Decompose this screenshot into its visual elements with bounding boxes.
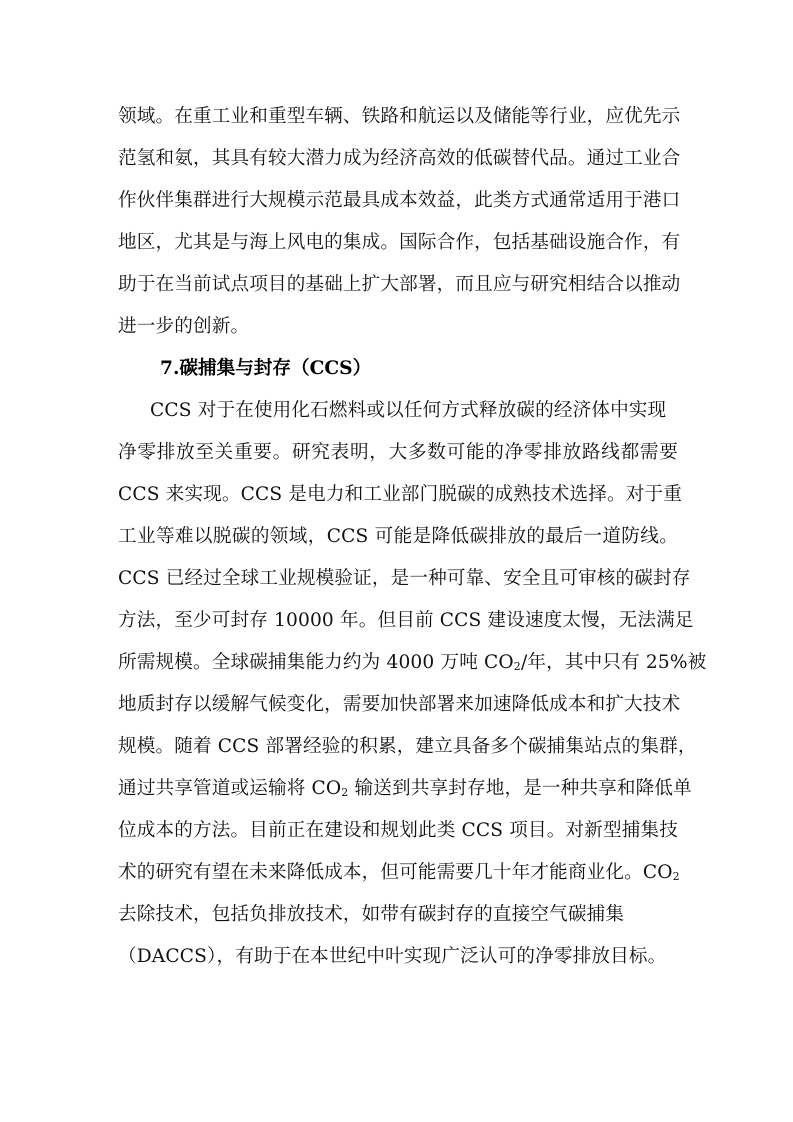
paragraph2-line-1: CCS 对于在使用化石燃料或以任何方式释放碳的经济体中实现 <box>150 400 667 421</box>
paragraph2-line-7 <box>118 651 707 675</box>
line12-text-a: 术的研究有望在未来降低成本，但可能需要几十年才能商业化。CO <box>118 862 673 883</box>
paragraph2-line-4: 工业等难以脱碳的领域，CCS 可能是降低碳排放的最后一道防线。 <box>118 526 678 547</box>
paragraph2-line-5: CCS 已经过全球工业规模验证，是一种可靠、安全且可审核的碳封存 <box>118 568 691 589</box>
paragraph1-line-6: 进一步的创新。 <box>118 316 250 337</box>
paragraph2-line-3: CCS 来实现。CCS 是电力和工业部门脱碳的成熟技术选择。对于重 <box>118 484 682 505</box>
paragraph1-line-2: 范氢和氨，其具有较大潜力成为经济高效的低碳替代品。通过工业合 <box>118 148 681 169</box>
line10-text-b: 输送到共享封存地，是一种共享和降低单 <box>348 778 692 799</box>
co2-subscript: 2 <box>672 870 680 883</box>
paragraph1-line-3: 作伙伴集群进行大规模示范最具成本效益，此类方式通常适用于港口 <box>118 190 681 211</box>
paragraph2-line-10 <box>118 777 692 801</box>
paragraph1-line-5: 助于在当前试点项目的基础上扩大部署，而且应与研究相结合以推动 <box>118 274 681 295</box>
paragraph2-line-2: 净零排放至关重要。研究表明，大多数可能的净零排放路线都需要 <box>118 442 678 463</box>
paragraph1-line-4: 地区，尤其是与海上风电的集成。国际合作，包括基础设施合作，有 <box>118 232 681 253</box>
line7-text-a: 所需规模。全球碳捕集能力约为 4000 万吨 CO <box>118 652 514 673</box>
paragraph2-line-12 <box>118 861 678 885</box>
line7-text-b: /年，其中只有 25%被 <box>520 652 707 673</box>
co2-subscript: 2 <box>513 660 521 673</box>
section-heading: 7.碳捕集与封存（CCS） <box>160 358 372 379</box>
paragraph2-line-6: 方法，至少可封存 10000 年。但目前 CCS 建设速度太慢，无法满足 <box>118 610 694 631</box>
paragraph2-line-9: 规模。随着 CCS 部署经验的积累，建立具备多个碳捕集站点的集群， <box>118 736 697 757</box>
paragraph1-line-1: 领域。在重工业和重型车辆、铁路和航运以及储能等行业，应优先示 <box>118 106 681 127</box>
paragraph2-line-8: 地质封存以缓解气候变化，需要加快部署来加速降低成本和扩大技术 <box>118 694 681 715</box>
paragraph2-line-11: 位成本的方法。目前正在建设和规划此类 CCS 项目。对新型捕集技 <box>118 820 678 841</box>
line10-text-a: 通过共享管道或运输将 CO <box>118 778 342 799</box>
co2-subscript: 2 <box>341 786 349 799</box>
paragraph2-line-14: （DACCS），有助于在本世纪中叶实现广泛认可的净零排放目标。 <box>118 946 667 967</box>
paragraph2-line-13: 去除技术，包括负排放技术，如带有碳封存的直接空气碳捕集 <box>118 904 625 925</box>
